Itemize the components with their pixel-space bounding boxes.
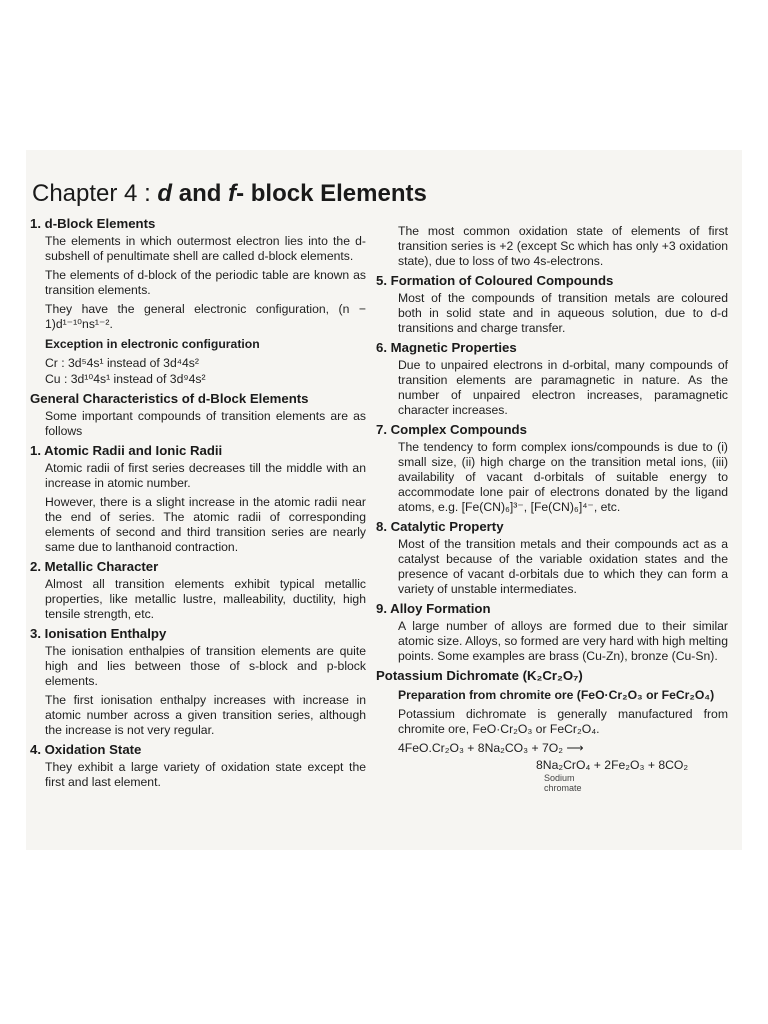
heading-oxidation: 4. Oxidation State [30, 742, 142, 757]
heading-catalytic: 8. Catalytic Property [376, 519, 504, 534]
para-ionisation-1: The ionisation enthalpies of transition elements are quite high and lies between those of s-block and p-block elements. [45, 644, 366, 688]
para-magnetic: Due to unpaired electrons in d-orbital, many compounds of transition elements are paramagnetic in nature. As the number of unpaired electron increases, paramagnetic character increases. [398, 358, 728, 417]
para-metallic: Almost all transition elements exhibit typical metallic properties, like metallic lustre, malleability, ductility, high tensile strength, etc. [45, 577, 366, 621]
heading-d-block: 1. d-Block Elements [30, 216, 156, 231]
para-atomic-radii-2: However, there is a slight increase in the atomic radii near the end of series. The atomic radii of corresponding elements of second and third transition series are nearly same due to lanthanoid contraction. [45, 495, 366, 554]
para-general: Some important compounds of transition elements are as follows [45, 409, 366, 438]
equation-note-2: chromate [544, 783, 582, 793]
para-oxidation-cont: The most common oxidation state of elements of first transition series is +2 (except Sc which has only +3 oxidation state), due to loss of two 4s-electrons. [398, 224, 728, 268]
para-complex: The tendency to form complex ions/compounds is due to (i) small size, (ii) high charge on the transition metal ions, (iii) availability of vacant d-orbitals of suitable energy to accommodate lone pair of electrons donated by the ligand atoms, e.g. [Fe(CN)₆]³⁻, [Fe(CN)₆]⁴⁻, etc. [398, 440, 728, 514]
heading-atomic-radii: 1. Atomic Radii and Ionic Radii [30, 443, 223, 458]
title-f: f [228, 180, 237, 207]
para-d-block-definition: The elements in which outermost electron lies into the d-subshell of penultimate shell are called d-block elements. [45, 234, 366, 263]
para-preparation: Potassium dichromate is generally manufactured from chromite ore, FeO·Cr₂O₃ or FeCr₂O₄. [398, 707, 728, 736]
right-column [376, 224, 728, 793]
heading-magnetic: 6. Magnetic Properties [376, 340, 517, 355]
equation-note-1: Sodium [544, 773, 575, 783]
para-ionisation-2: The first ionisation enthalpy increases with increase in atomic number across a given transition series, although the increase is not very regular. [45, 693, 366, 737]
para-electronic-configuration: They have the general electronic configuration, (n − 1)d¹⁻¹⁰ns¹⁻². [45, 302, 366, 331]
left-column [30, 212, 366, 794]
title-prefix: Chapter 4 : [32, 180, 158, 207]
para-coloured: Most of the compounds of transition metals are coloured both in solid state and in aqueous solution, due to d-d transitions and charge transfer. [398, 291, 728, 335]
config-cr: Cr : 3d⁵4s¹ instead of 3d⁴4s² [45, 356, 199, 370]
para-transition-elements: The elements of d-block of the periodic table are known as transition elements. [45, 268, 366, 297]
title-d: d [157, 180, 173, 207]
heading-coloured: 5. Formation of Coloured Compounds [376, 273, 614, 288]
heading-alloy: 9. Alloy Formation [376, 601, 491, 616]
para-alloy: A large number of alloys are formed due to their similar atomic size. Alloys, so formed are very hard with high melting points. Some examples are brass (Cu-Zn), bronze (Cu-Sn). [398, 619, 728, 663]
equation-line-1: 4FeO.Cr₂O₃ + 8Na₂CO₃ + 7O₂ ⟶ [398, 741, 584, 755]
heading-exception: Exception in electronic configuration [45, 337, 260, 351]
equation-line-2: 8Na₂CrO₄ + 2Fe₂O₃ + 8CO₂ [536, 758, 689, 772]
subheading-preparation: Preparation from chromite ore (FeO·Cr₂O₃ or FeCr₂O₄) [398, 688, 715, 702]
para-catalytic: Most of the transition metals and their compounds act as a catalyst because of the variable oxidation states and the presence of vacant d-orbitals due to which they can form a variety of unstable intermediates. [398, 537, 728, 596]
title-rest: - block Elements [236, 180, 427, 207]
heading-potassium-dichromate: Potassium Dichromate (K₂Cr₂O₇) [376, 668, 583, 683]
heading-metallic: 2. Metallic Character [30, 559, 159, 574]
chapter-title [32, 180, 427, 208]
heading-general-characteristics: General Characteristics of d-Block Elements [30, 391, 309, 406]
heading-complex: 7. Complex Compounds [376, 422, 527, 437]
config-cu: Cu : 3d¹⁰4s¹ instead of 3d⁹4s² [45, 372, 206, 386]
title-and: and [172, 180, 229, 207]
para-oxidation: They exhibit a large variety of oxidation state except the first and last element. [45, 760, 366, 789]
para-atomic-radii-1: Atomic radii of first series decreases till the middle with an increase in atomic number. [45, 461, 366, 490]
heading-ionisation: 3. Ionisation Enthalpy [30, 626, 167, 641]
